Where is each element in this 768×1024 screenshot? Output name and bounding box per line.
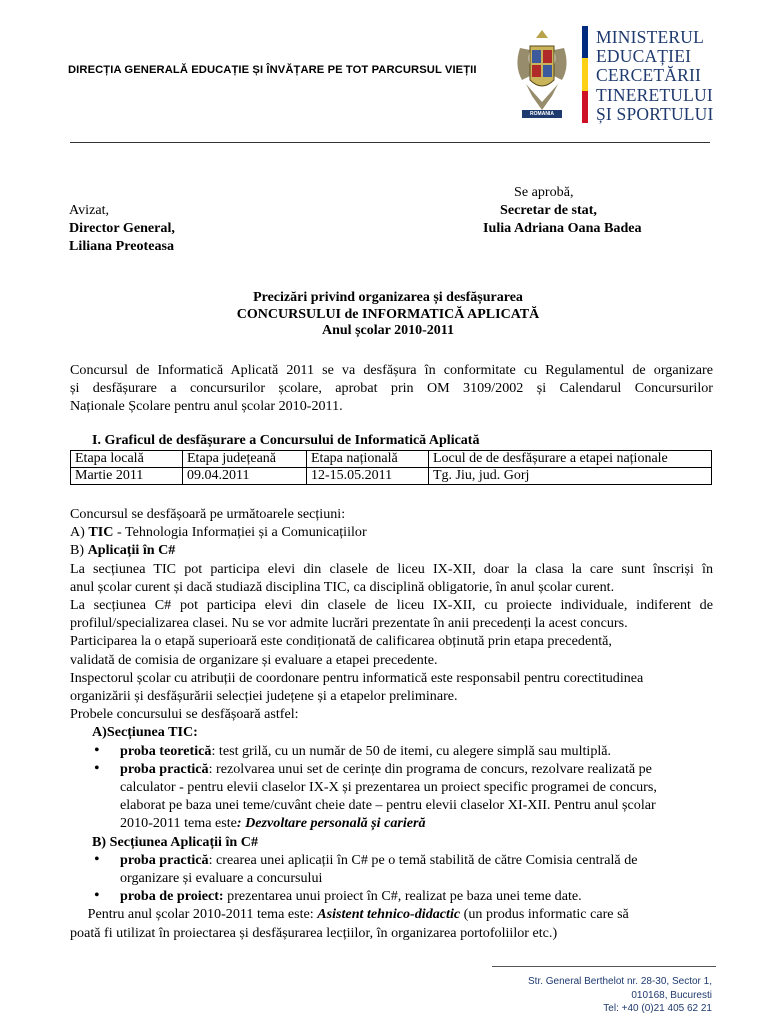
table-header-cell: Etapa județeană (183, 451, 307, 468)
ministry-name (596, 28, 714, 124)
intro-line: Naționale Școlare pentru anul școlar 2010-2011. (70, 398, 343, 415)
approval-person: Iulia Adriana Oana Badea (483, 220, 642, 237)
c-theme-line: poată fi utilizat în proiectarea și desfășurarea lecțiilor, în organizarea portofoliilor etc.) (70, 924, 558, 941)
table-cell: Tg. Jiu, jud. Gorj (429, 468, 712, 485)
footer-divider (492, 966, 716, 967)
body-content (70, 505, 713, 942)
bullet-label: proba de proiect: (120, 888, 224, 905)
list-item (90, 760, 713, 833)
table-header-cell: Locul de de desfășurare a etapei naționale (429, 451, 712, 468)
paragraph-line: organizării și desfășurării selecției județene și a etapelor preliminare. (70, 688, 458, 705)
bullet-text: calculator - pentru elevii claselor IX-X și prezentarea un proiect specific programei de concurs, (120, 779, 657, 796)
tic-theme: : Dezvoltare personală și carieră (236, 815, 426, 832)
ministry-line: CERCETĂRII (596, 65, 702, 86)
section-tic-heading: A)Secțiunea TIC: (92, 724, 198, 741)
intro-line: Concursul de Informatică Aplicată 2011 se va desfășura în conformitate cu Regulamentul de organizare (70, 362, 713, 378)
title-line: Precizări privind organizarea și desfășurarea (253, 290, 523, 305)
paragraph-line: La secțiunea TIC pot participa elevi din clasele de liceu IX-XII, doar la clasa la care sunt înscriși în (70, 560, 713, 577)
intro-line: și desfășurare a concursurilor școlare, aprobat prin OM 3109/2002 și Calendarul Concursurilor (70, 380, 713, 397)
approval-line: Se aprobă, (514, 184, 574, 200)
section-a-label: TIC (88, 524, 114, 541)
section-b-label: Aplicații în C# (87, 542, 176, 559)
crest-label: ROMANIA (530, 111, 554, 117)
header-department: DIRECȚIA GENERALĂ EDUCAȚIE ȘI ÎNVĂȚARE PE TOT PARCURSUL VIEȚII (68, 64, 477, 76)
paragraph-line: La secțiunea C# pot participa elevi din clasele de liceu IX-XII, cu proiecte individuale, indiferent de (70, 597, 713, 614)
c-bullet-list (70, 851, 713, 906)
schedule-table (70, 450, 712, 485)
title-line: CONCURSULUI de INFORMATICĂ APLICATĂ (236, 306, 540, 322)
paragraph-line: Participarea la o etapă superioară este condiționată de calificarea obținută prin etapa precedentă, (70, 633, 612, 650)
list-item (90, 887, 713, 905)
footer-line: 010168, Bucuresti (631, 989, 712, 1001)
c-theme: Asistent tehnico-didactic (317, 906, 461, 923)
table-header-cell: Etapa națională (307, 451, 429, 468)
section-c-heading: B) Secțiunea Aplicații în C# (92, 833, 259, 850)
approval-person: Liliana Preoteasa (69, 238, 175, 255)
bullet-text: organizare și evaluare a concursului (120, 870, 323, 887)
section-b-line (70, 541, 713, 559)
bullet-text: : crearea unei aplicații în C# pe o temă stabilită de către Comisia centrală de (208, 851, 638, 868)
bullet-text: elaborat pe baza unei teme/cuvânt cheie date – pentru elevii claselor XI-XII. Pentru anul școlar (120, 797, 656, 814)
ministry-line: EDUCAȚIEI (596, 46, 692, 67)
table-cell: 09.04.2011 (183, 468, 307, 485)
bullet-text: : rezolvarea unui set de cerințe din programa de concurs, rezolvare realizată pe (208, 760, 652, 777)
bullet-text: prezentarea unui proiect în C#, realizat pe baza unei teme date. (223, 888, 582, 905)
list-item (90, 851, 713, 887)
title-line: Anul școlar 2010-2011 (322, 323, 454, 339)
table-header-cell: Etapa locală (71, 451, 183, 468)
approval-secretary (483, 183, 642, 238)
bullet-text: : test grilă, cu un număr de 50 de itemi, cu alegere simplă sau multiplă. (211, 742, 612, 759)
ministry-line: TINERETULUI (596, 84, 713, 105)
intro-paragraph (70, 361, 713, 416)
approval-role: Secretar de stat, (500, 202, 597, 219)
sections-intro: Concursul se desfășoară pe următoarele secțiuni: (70, 506, 346, 522)
ministry-line: ȘI SPORTULUI (596, 103, 714, 124)
bullet-text: 2010-2011 tema este (120, 815, 237, 832)
table-cell: 12-15.05.2011 (307, 468, 429, 485)
paragraph-line: anul școlar curent și dacă studiază disciplina TIC, ca disciplină obligatorie, în anul școlar curent. (70, 578, 615, 595)
tic-bullet-list (70, 742, 713, 833)
section-b-prefix: B) (70, 542, 88, 559)
theme-text: (un produs informatic care să (460, 906, 629, 923)
table-row (71, 468, 712, 485)
bullet-label: proba practică (120, 760, 209, 777)
footer-line: Str. General Berthelot nr. 28-30, Sector 1, (528, 976, 712, 987)
table-header-row (71, 451, 712, 468)
approval-role: Director General, (69, 220, 175, 237)
footer-line: Tel: +40 (0)21 405 62 21 (603, 1003, 712, 1014)
bullet-label: proba teoretică (120, 742, 212, 759)
approval-director (69, 201, 175, 256)
romania-crest-icon (512, 26, 572, 124)
c-theme-line (70, 905, 713, 923)
romania-flag-icon (582, 26, 588, 124)
header-divider (70, 142, 710, 143)
section-a-desc: - Tehnologia Informației și a Comunicațiilor (113, 524, 367, 541)
section-a-line (70, 523, 713, 541)
table-cell: Martie 2011 (71, 468, 183, 485)
paragraph-line: Probele concursului se desfășoară astfel: (70, 706, 299, 723)
paragraph-line: profilul/specializarea clasei. Nu se vor admite lucrări prezentate în anii precedenți la acest concurs. (70, 615, 628, 632)
list-item (90, 742, 713, 760)
document-title (70, 290, 706, 340)
section-a-prefix: A) (70, 524, 89, 541)
paragraph-line: Inspectorul școlar cu atribuții de coordonare pentru informatică este responsabil pentru corectitudinea (70, 669, 644, 686)
section-heading: I. Graficul de desfășurare a Concursului de Informatică Aplicată (92, 433, 480, 448)
ministry-line: MINISTERUL (596, 27, 704, 47)
bullet-label: proba practică (120, 851, 209, 868)
paragraph-line: validată de comisia de organizare și evaluare a etapei precedente. (70, 651, 438, 668)
theme-text: Pentru anul școlar 2010-2011 tema este: (70, 906, 318, 923)
footer-address (498, 975, 712, 1016)
approval-line: Avizat, (69, 202, 110, 218)
